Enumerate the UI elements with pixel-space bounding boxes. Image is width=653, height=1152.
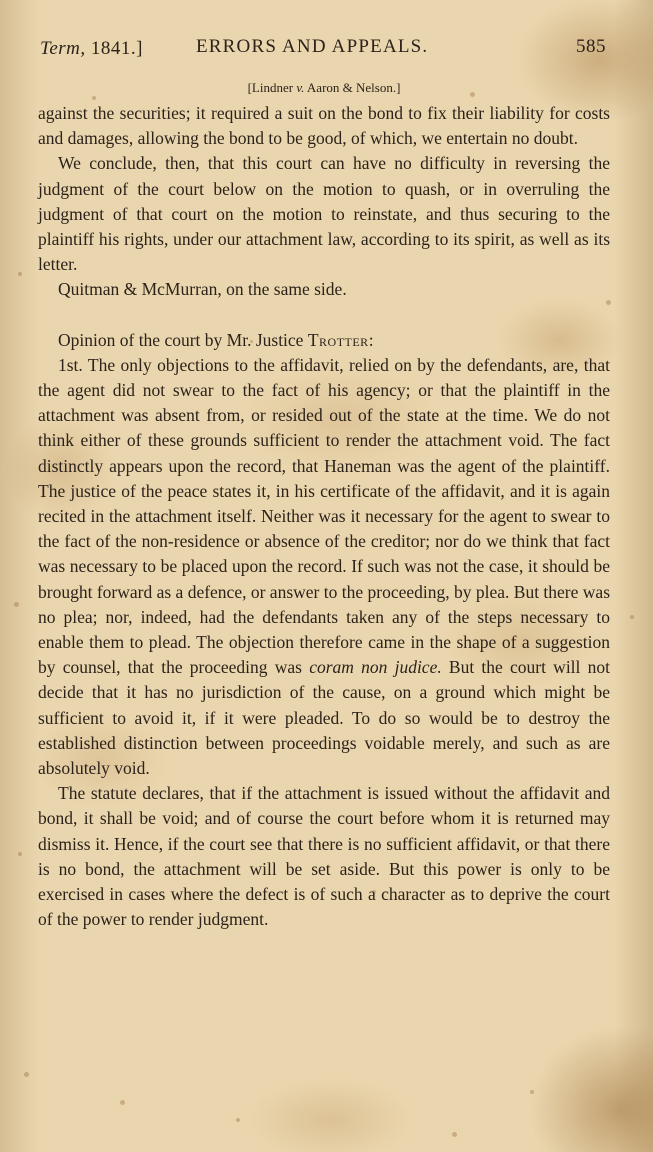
paragraph: The statute declares, that if the attachment is issued without the affidavit and bond, it shall be void; and of course the court before whom it is returned may dismiss it. Hence, if the court see that there is no sufficient affidavit, or that there is no bond, the attachment will be set aside. But this power is only to be exercised in cases where the defect is of such a character as to deprive the court of the power to render judgment.: [38, 783, 610, 930]
opinion-heading: Opinion of the court by Mr. Justice Trotter:: [58, 329, 374, 350]
foxing-spot: [14, 602, 19, 607]
counsel-line: Quitman & McMurran, on the same side.: [58, 279, 347, 300]
justice-name: Trotter: [307, 329, 369, 350]
page-heading: ERRORS AND APPEALS.: [196, 36, 429, 57]
latin-phrase: coram non judice.: [309, 657, 442, 678]
paragraph: 1st. The only objections to the affidavit, relied on by the defendants, are, that the agent did not swear to the fact of his agency; or that the plaintiff in the attachment was absent from, or resided out of the state at the time. We do not think either of these grounds sufficient to render the attachment void. The fact distinctly appears upon the record, that Haneman was the agent of the plaintiff. The justice of the peace states it, in his certificate of the affidavit, and it is again recited in the attachment itself. Neither was it necessary for the agent to swear to the fact of the non-residence or absence of the creditor; nor do we think that fact was necessary to be placed upon the record. If such was not the case, it should be brought forward as a defence, or answer to the proceeding, by plea. But there was no plea; nor, indeed, had the defendants taken any of the steps necessary to enable them to plead. The objection therefore came in the shape of a suggestion by counsel, that the proceeding was coram non judice. But the court will not decide that it has no jurisdiction of the cause, on a ground which might be sufficient to avoid it, if it were pleaded. To do so would be to destroy the established distinction between proceedings voidable merely, and such as are absolutely void.: [38, 354, 610, 779]
paragraph: We conclude, then, that this court can have no difficulty in reversing the judgment of the court below on the motion to quash, or in overruling the judgment of that court on the motion to reinstate, and thus securing to the plaintiff his rights, under our attachment law, according to its spirit, as well as its letter.: [38, 153, 610, 275]
page-content: [38, 30, 610, 933]
foxing-spot: [120, 1100, 125, 1105]
foxing-spot: [630, 615, 634, 619]
foxing-spot: [18, 272, 22, 276]
body-text: [38, 101, 610, 933]
paragraph: against the securities; it required a suit on the bond to fix their liability for costs and damages, allowing the bond to be good, of which, we entertain no doubt.: [38, 103, 610, 149]
term-label: Term, 1841.]: [40, 38, 143, 59]
running-head: [38, 30, 610, 64]
case-caption: [Lindner v. Aaron & Nelson.]: [247, 80, 401, 95]
foxing-spot: [236, 1118, 240, 1122]
page-number: 585: [576, 36, 606, 57]
foxing-spot: [18, 852, 22, 856]
foxing-spot: [24, 1072, 29, 1077]
paragraph-gap: [38, 303, 610, 328]
foxing-spot: [452, 1132, 457, 1137]
foxing-spot: [530, 1090, 534, 1094]
